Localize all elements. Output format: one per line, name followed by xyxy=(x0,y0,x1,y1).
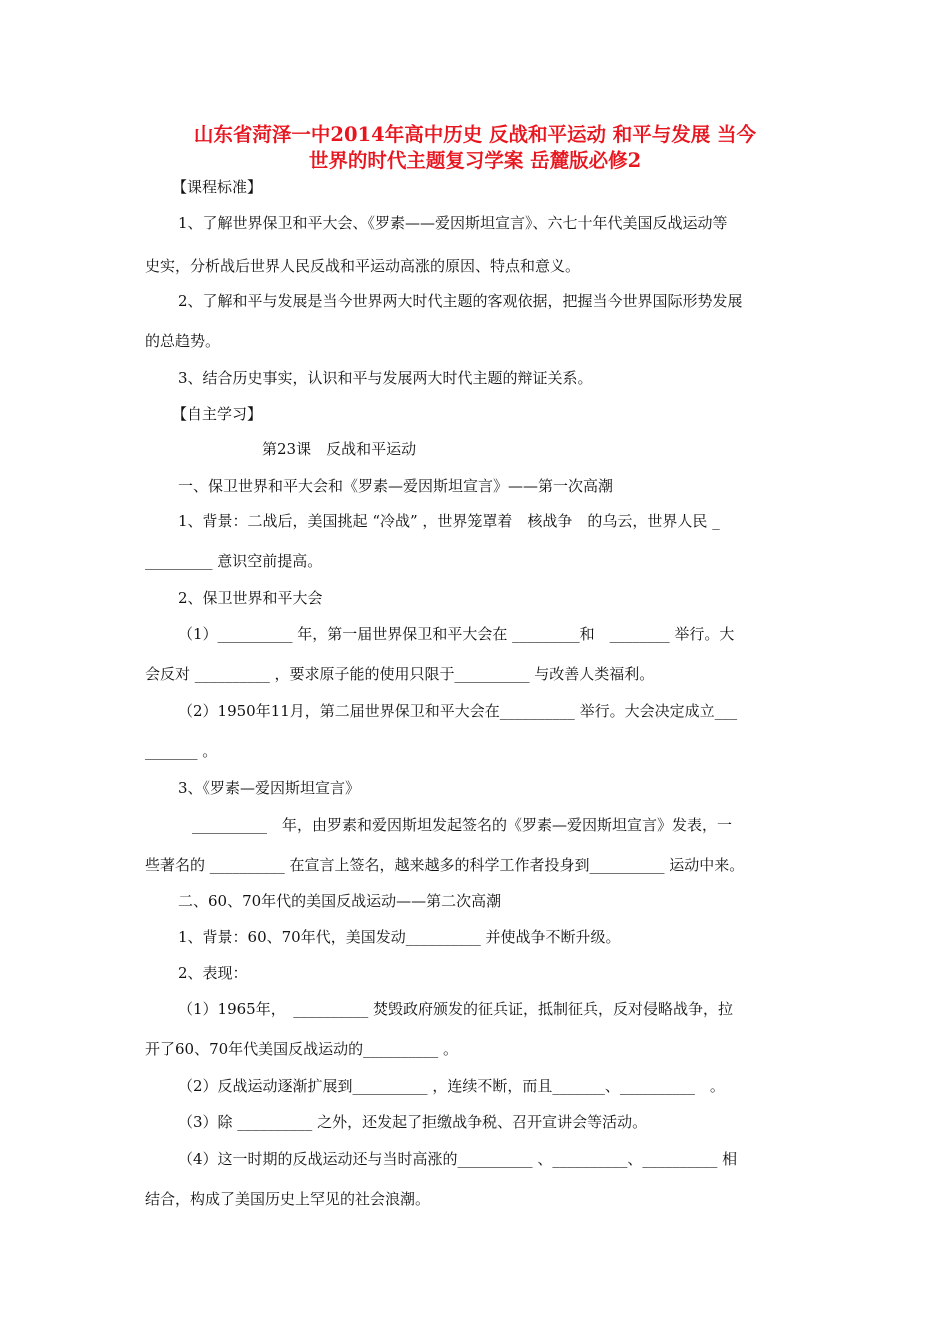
section-heading-curriculum: 【课程标准】 xyxy=(172,178,263,196)
paragraph-line: （1）1965年， __________ 焚毁政府颁发的征兵证，抵制征兵，反对侵略战争，拉 xyxy=(178,1000,733,1018)
subsection-heading: 2、表现： xyxy=(178,964,248,982)
paragraph-line: （3）除 __________ 之外，还发起了拒缴战争税、召开宣讲会等活动。 xyxy=(178,1113,648,1131)
document-title-line-2: 世界的时代主题复习学案 岳麓版必修2 xyxy=(308,149,642,172)
paragraph-line: 结合，构成了美国历史上罕见的社会浪潮。 xyxy=(145,1190,431,1208)
section-heading-self-study: 【自主学习】 xyxy=(172,405,263,423)
paragraph-line: （1）__________ 年，第一届世界保卫和平大会在 _________和 ________ 举行。大 xyxy=(178,625,735,643)
paragraph-line: 开了60、70年代美国反战运动的__________ 。 xyxy=(145,1040,458,1058)
paragraph-line: （4）这一时期的反战运动还与当时高涨的__________ 、__________、__________ 相 xyxy=(178,1150,738,1168)
paragraph-line: （2）反战运动逐渐扩展到__________ ，连续不断，而且_______、__________ 。 xyxy=(178,1077,725,1095)
paragraph-line: （2）1950年11月，第二届世界保卫和平大会在__________ 举行。大会决定成立___ xyxy=(178,702,738,720)
paragraph-line: 2、了解和平与发展是当今世界两大时代主题的客观依据，把握当今世界国际形势发展 xyxy=(178,292,743,310)
lesson-title: 第23课 反战和平运动 xyxy=(262,440,417,458)
paragraph-line: 些著名的 __________ 在宣言上签名，越来越多的科学工作者投身到__________ 运动中来。 xyxy=(145,856,745,874)
section-heading: 一、保卫世界和平大会和《罗素—爱因斯坦宣言》——第一次高潮 xyxy=(178,477,614,495)
subsection-heading: 3、《罗素—爱因斯坦宣言》 xyxy=(178,779,361,797)
paragraph-line: 3、结合历史事实，认识和平与发展两大时代主题的辩证关系。 xyxy=(178,369,593,387)
paragraph-line: _______ 。 xyxy=(145,742,218,760)
paragraph-line: __________ 年，由罗素和爱因斯坦发起签名的《罗素—爱因斯坦宣言》发表，一 xyxy=(192,816,733,834)
section-heading: 二、60、70年代的美国反战运动——第二次高潮 xyxy=(178,892,502,910)
subsection-heading: 2、保卫世界和平大会 xyxy=(178,589,323,607)
paragraph-line: 1、背景：60、70年代，美国发动__________ 并使战争不断升级。 xyxy=(178,928,621,946)
paragraph-line: 1、背景：二战后，美国挑起 “冷战” ，世界笼罩着 核战争 的乌云，世界人民 _ xyxy=(178,512,720,530)
paragraph-line: 史实，分析战后世界人民反战和平运动高涨的原因、特点和意义。 xyxy=(145,257,581,275)
paragraph-line: 的总趋势。 xyxy=(145,332,221,350)
document-title-line-1: 山东省菏泽一中2014年高中历史 反战和平运动 和平与发展 当今 xyxy=(193,123,757,146)
paragraph-line: 1、了解世界保卫和平大会、《罗素——爱因斯坦宣言》、六七十年代美国反战运动等 xyxy=(178,214,728,232)
paragraph-line: _________ 意识空前提高。 xyxy=(145,552,323,570)
paragraph-line: 会反对 __________ ，要求原子能的使用只限于__________ 与改善人类福利。 xyxy=(145,665,655,683)
